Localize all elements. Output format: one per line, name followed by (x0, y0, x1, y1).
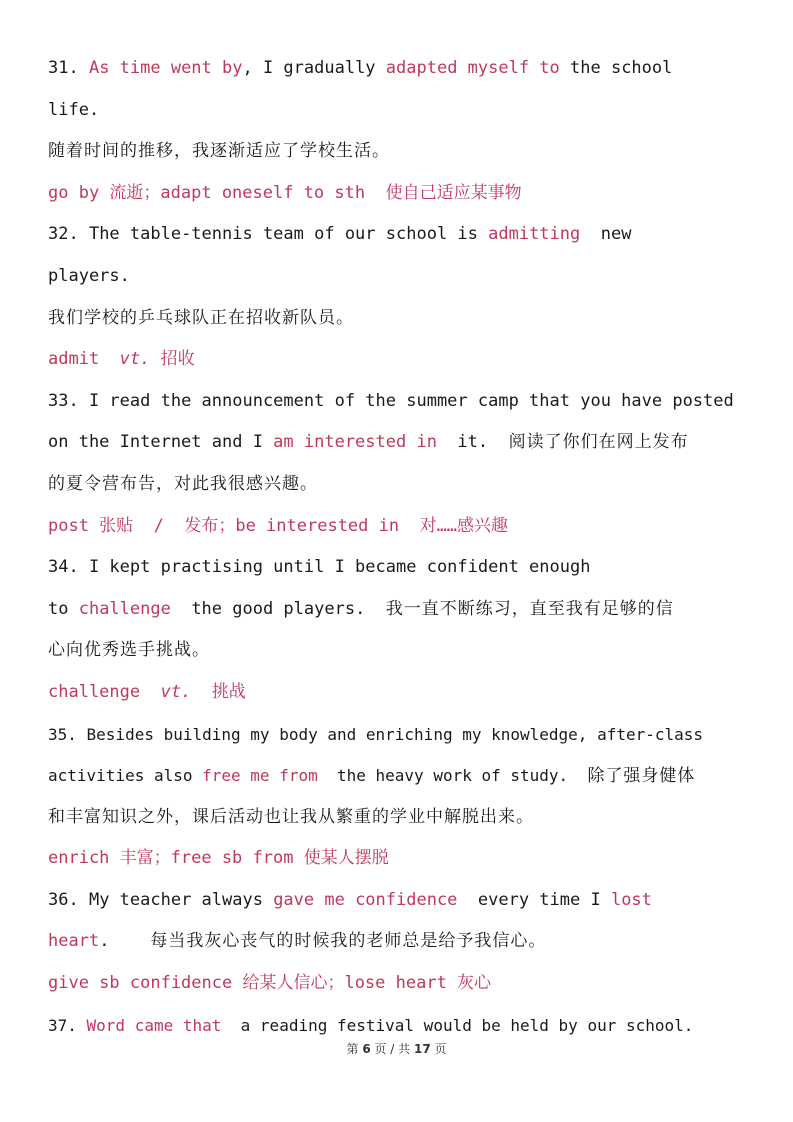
footer-text: 页 (430, 1042, 447, 1056)
translation-36: 每当我灰心丧气的时候我的老师总是给予我信心。 (150, 931, 547, 952)
total-page-number: 17 (413, 1042, 431, 1056)
sentence-31 (48, 48, 753, 90)
part-of-speech: vt. (160, 681, 192, 702)
translation-33: 的夏令营布告，对此我很感兴趣。 (48, 473, 318, 494)
sentence-text: I read the announcement of the summer camp that you have posted (88, 390, 734, 411)
sentence-text: . (99, 931, 151, 952)
key-phrase: adapted myself to (385, 58, 560, 78)
sentence-text: the heavy work of study. (317, 766, 588, 786)
key-phrase: lost (610, 889, 652, 910)
sentence-text: on the Internet and I (48, 432, 274, 453)
vocab-word: admit (48, 349, 120, 370)
key-phrase: Word came that (86, 1015, 222, 1035)
sentence-number: 31. (48, 58, 89, 78)
sentence-31-cont: life. (48, 99, 100, 120)
key-phrase: gave me confidence (273, 889, 458, 910)
translation-35-part: 除了强身健体 (587, 766, 696, 787)
sentence-text: , I gradually (242, 58, 386, 78)
part-of-speech: vt. (119, 349, 151, 370)
sentence-text: to (48, 598, 79, 619)
key-phrase: am interested in (273, 432, 437, 453)
vocab-word: challenge (48, 681, 161, 702)
sentence-text: Besides building my body and enriching my knowledge, after-class (86, 724, 704, 744)
sentence-text: the school (559, 58, 673, 78)
key-phrase: free me from (202, 766, 318, 786)
sentence-text: I kept practising until I became confident enough (88, 557, 591, 578)
translation-33-part: 阅读了你们在网上发布 (508, 432, 689, 453)
key-phrase: admitting (488, 224, 581, 245)
sentence-number: 35. (48, 724, 87, 744)
vocab-meaning: 招收 (150, 349, 195, 370)
document-page (48, 48, 753, 1046)
sentence-number: 36. (48, 889, 89, 910)
translation-34: 心向优秀选手挑战。 (48, 640, 210, 661)
key-phrase: As time went by (88, 58, 243, 78)
vocab-31: go by 流逝；adapt oneself to sth 使自己适应某事物 (48, 182, 522, 203)
sentence-32-cont: players. (48, 265, 130, 286)
sentence-text: it. (436, 432, 509, 453)
sentence-34 (48, 547, 753, 589)
sentence-text: new (580, 224, 632, 245)
sentence-number: 34. (48, 557, 89, 578)
vocab-meaning: 挑战 (191, 681, 246, 702)
sentence-35 (48, 714, 753, 756)
translation-31: 随着时间的推移，我逐渐适应了学校生活。 (48, 141, 390, 162)
vocab-34 (48, 672, 753, 714)
vocab-32 (48, 339, 753, 381)
sentence-text: activities also (48, 766, 203, 786)
sentence-33-cont (48, 422, 753, 464)
current-page-number: 6 (362, 1042, 371, 1056)
page-footer (0, 1040, 793, 1057)
footer-text: 页 / 共 (370, 1042, 414, 1056)
translation-32: 我们学校的乒乓球队正在招收新队员。 (48, 307, 354, 328)
sentence-33 (48, 381, 753, 423)
sentence-text: My teacher always (88, 889, 274, 910)
sentence-text: every time I (457, 889, 611, 910)
vocab-36: give sb confidence 给某人信心；lose heart 灰心 (48, 973, 492, 994)
sentence-number: 37. (48, 1015, 87, 1035)
sentence-text: The table-tennis team of our school is (88, 224, 489, 245)
translation-34-part: 我一直不断练习，直至我有足够的信 (385, 598, 674, 619)
translation-35: 和丰富知识之外，课后活动也让我从繁重的学业中解脱出来。 (48, 806, 534, 827)
key-phrase: heart (48, 931, 100, 952)
vocab-35: enrich 丰富；free sb from 使某人摆脱 (48, 848, 389, 869)
sentence-text: the good players. (170, 598, 386, 619)
sentence-34-cont (48, 589, 753, 631)
sentence-32 (48, 214, 753, 256)
key-phrase: challenge (78, 598, 171, 619)
sentence-number: 33. (48, 390, 89, 411)
vocab-33: post 张贴 / 发布；be interested in 对……感兴趣 (48, 515, 509, 536)
footer-text: 第 (346, 1042, 363, 1056)
sentence-36 (48, 880, 753, 922)
sentence-36-cont (48, 921, 753, 963)
sentence-text: a reading festival would be held by our school. (221, 1015, 694, 1035)
sentence-35-cont (48, 755, 753, 797)
sentence-number: 32. (48, 224, 89, 245)
